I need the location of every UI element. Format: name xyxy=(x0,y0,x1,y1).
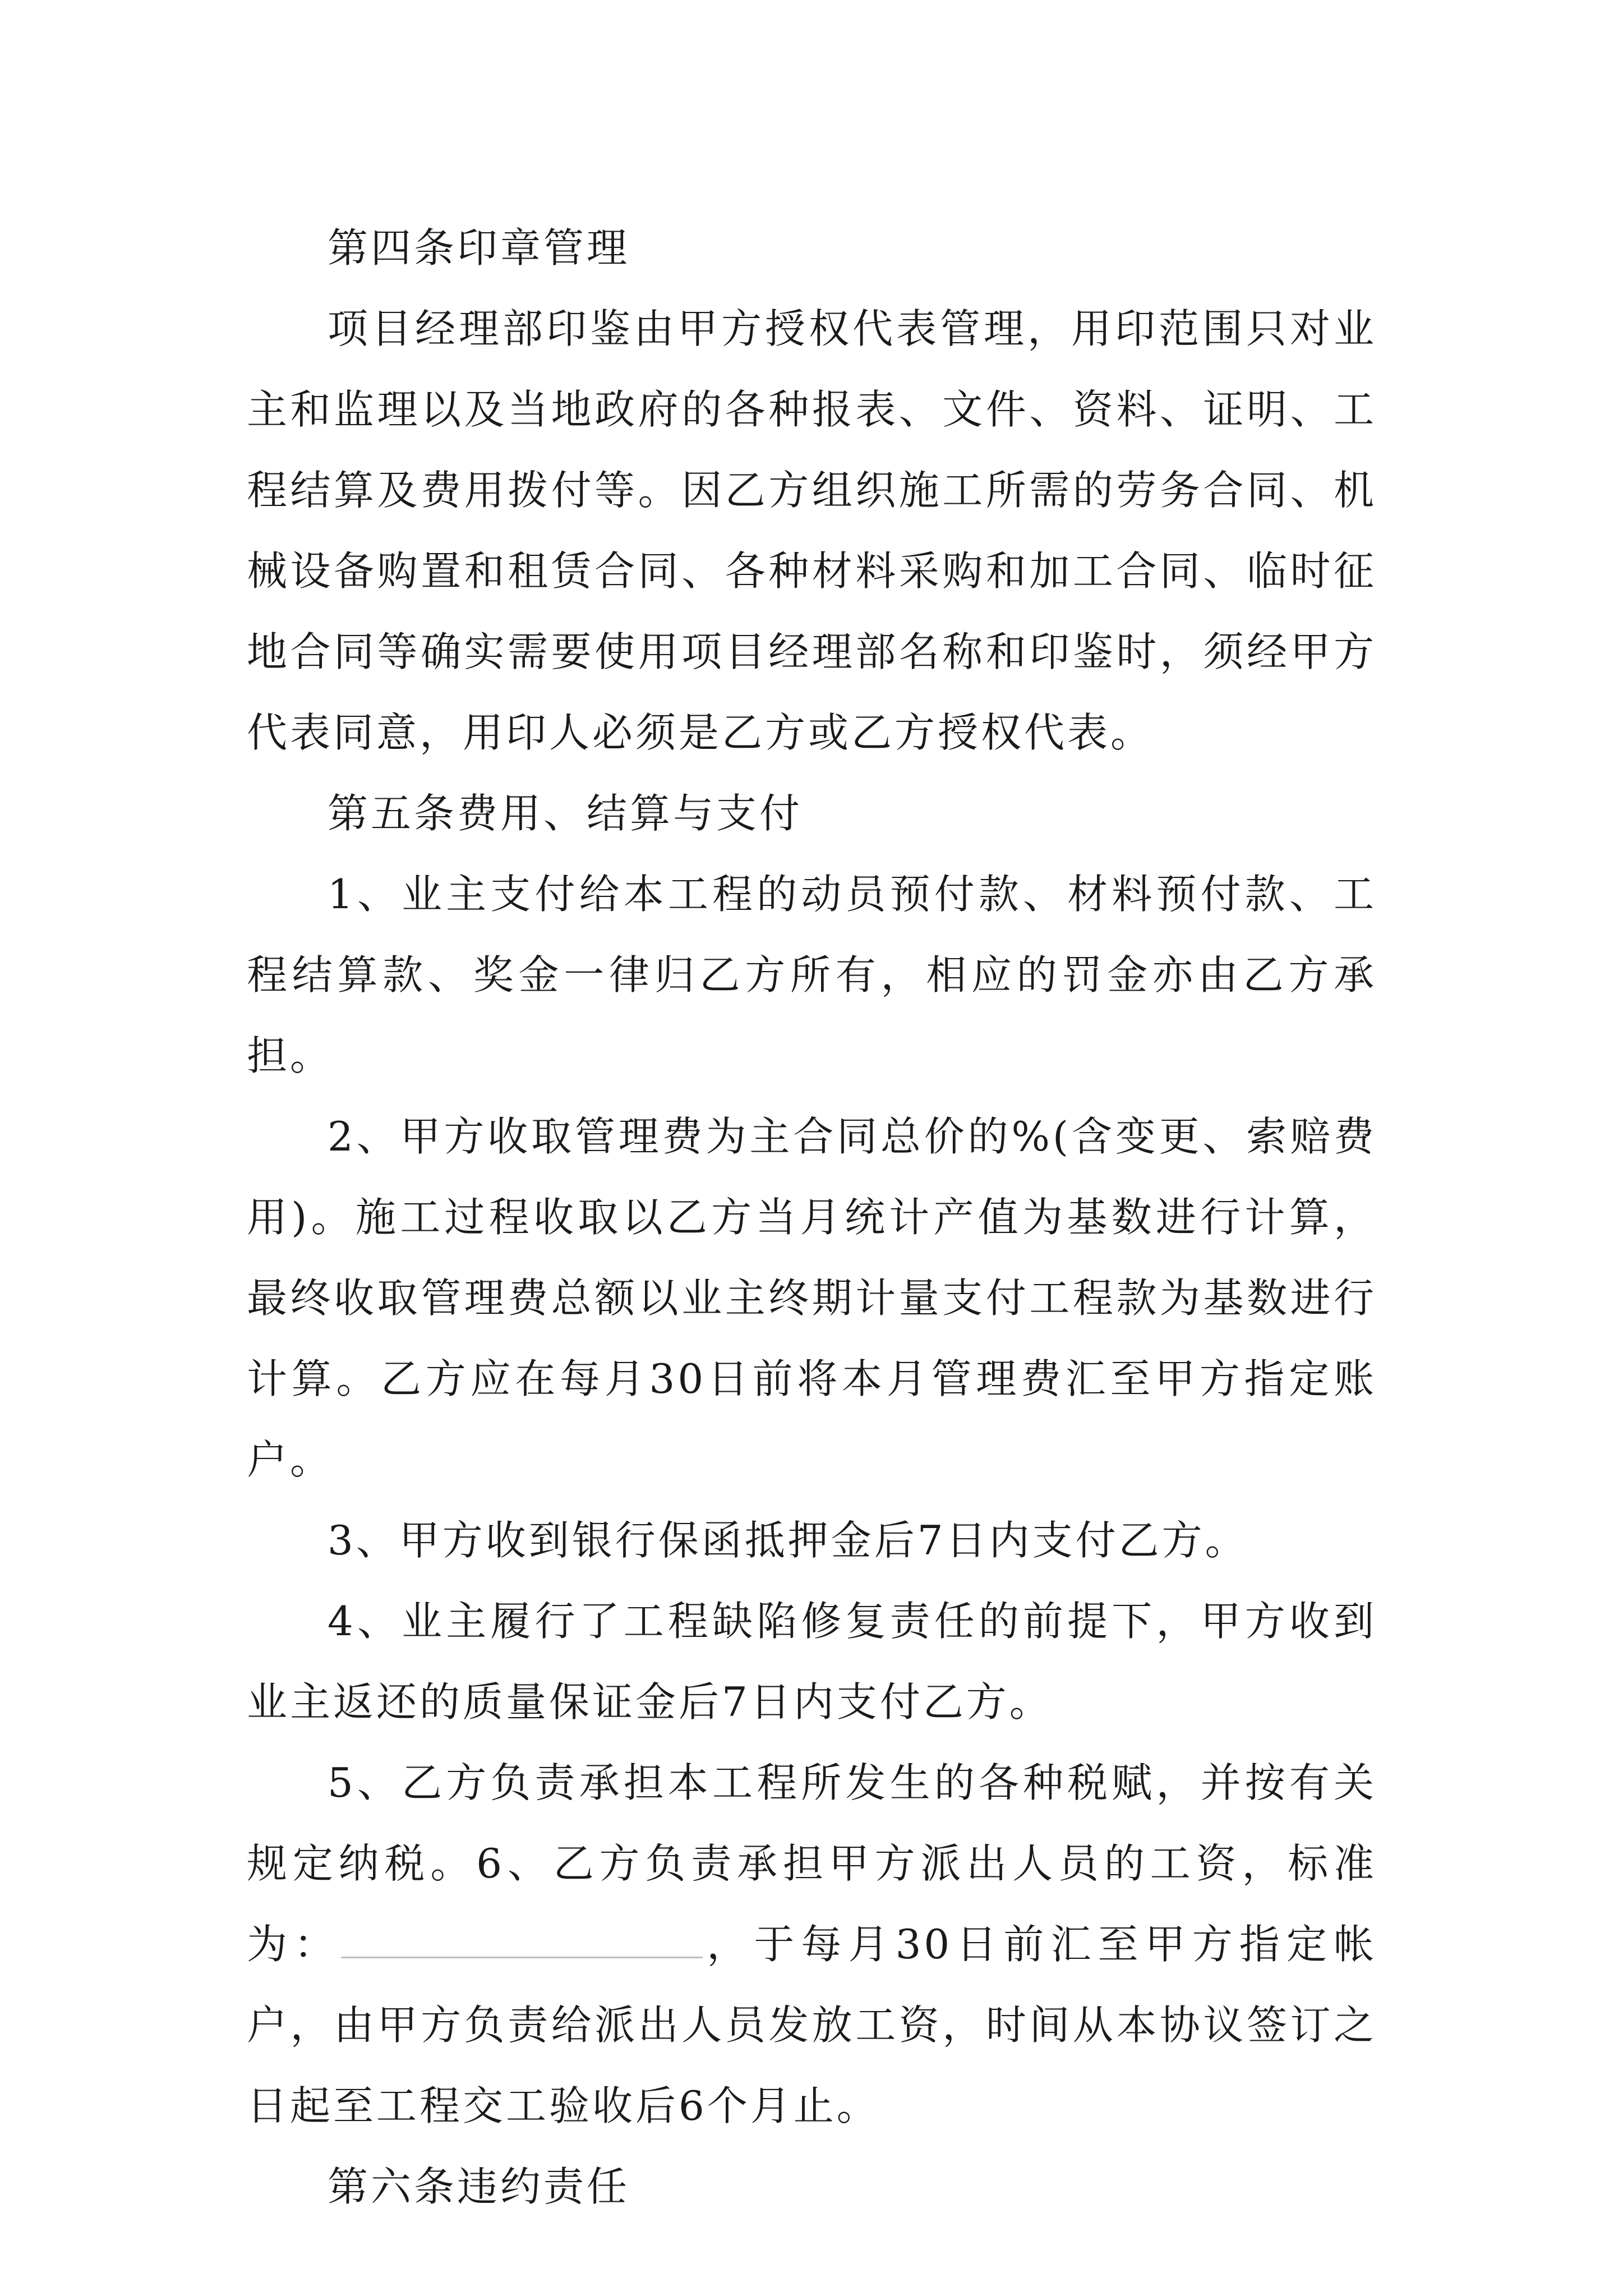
article-5-item-5-text-before-blank: 5、乙方负责承担本工程所发生的各种税赋，并按有关规定纳税。6、乙方负责承担甲方派出人员的工资，标准为： xyxy=(247,1759,1377,1968)
article-6-heading: 第六条违约责任 xyxy=(328,2163,630,2210)
salary-standard-blank-line xyxy=(341,1923,703,1958)
document-body xyxy=(247,208,1377,2227)
article-5-item-5 xyxy=(247,1742,1377,2146)
article-5-item-1: 1、业主支付给本工程的动员预付款、材料预付款、工程结算款、奖金一律归乙方所有，相应的罚金亦由乙方承担。 xyxy=(247,871,1377,1079)
article-5-item-2: 2、甲方收取管理费为主合同总价的%(含变更、索赔费用)。施工过程收取以乙方当月统计产值为基数进行计算，最终收取管理费总额以业主终期计量支付工程款为基数进行计算。乙方应在每月30日前将本月管理费汇至甲方指定账户。 xyxy=(247,1113,1377,1483)
article-4-heading: 第四条印章管理 xyxy=(328,224,630,272)
article-5-heading: 第五条费用、结算与支付 xyxy=(328,790,803,837)
article-5-item-5-text-after-blank: ，于每月30日前汇至甲方指定帐户，由甲方负责给派出人员发放工资，时间从本协议签订之日起至工程交工验收后6个月止。 xyxy=(247,1921,1377,2129)
article-5-item-4: 4、业主履行了工程缺陷修复责任的前提下，甲方收到业主返还的质量保证金后7日内支付乙方。 xyxy=(247,1598,1377,1726)
article-4-body: 项目经理部印鉴由甲方授权代表管理，用印范围只对业主和监理以及当地政府的各种报表、文件、资料、证明、工程结算及费用拨付等。因乙方组织施工所需的劳务合同、机械设备购置和租赁合同、各种材料采购和加工合同、临时征地合同等确实需要使用项目经理部名称和印鉴时，须经甲方代表同意，用印人必须是乙方或乙方授权代表。 xyxy=(247,305,1377,756)
article-5-item-3: 3、甲方收到银行保函抵押金后7日内支付乙方。 xyxy=(328,1517,1248,1564)
